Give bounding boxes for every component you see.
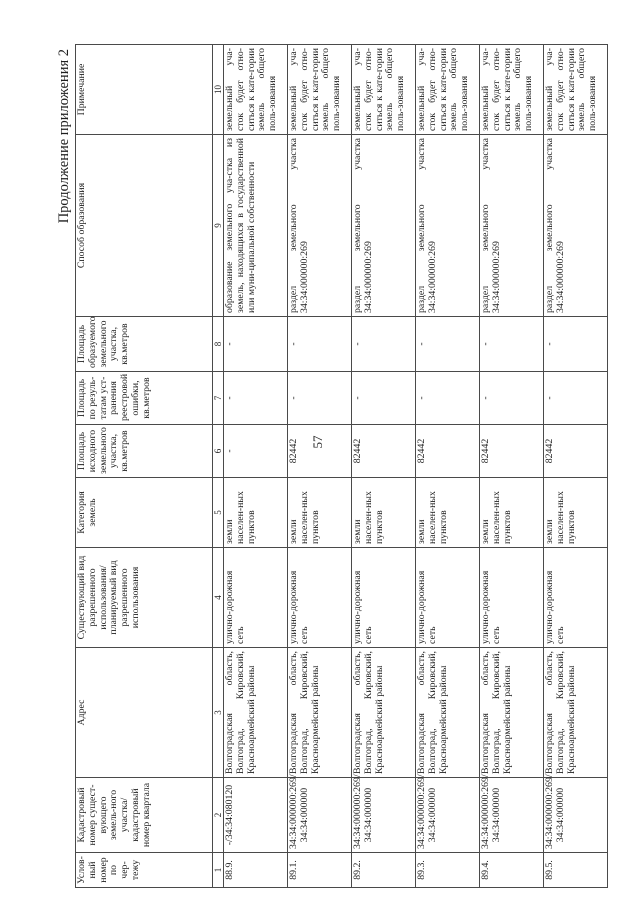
column-header: Кадастровый номер сущест-вующего земель-ного участка/ кадастровый номер квартала: [76, 778, 213, 853]
cell-area-source: 82442: [416, 425, 480, 478]
cell-area-source: 82442: [288, 425, 352, 478]
column-number: 4: [213, 548, 224, 648]
cell-address: Волгоградская область, Волгоград, Кировский, Красноармейский районы: [544, 648, 608, 778]
table-row: [224, 45, 288, 888]
cell-note: земельный уча-сток будет отно-ситься к кате-гории земель общего поль-зования: [480, 45, 544, 135]
cell-number: 88.9.: [224, 853, 288, 888]
cell-area-source: 82442: [544, 425, 608, 478]
land-plots-table: [75, 44, 608, 888]
cell-address: Волгоградская область, Волгоград, Кировский, Красноармейский районы: [352, 648, 416, 778]
cell-number: 89.4.: [480, 853, 544, 888]
cell-category: земли населен-ных пунктов: [480, 478, 544, 548]
page-number: 57: [310, 435, 325, 449]
landscape-sheet: [56, 45, 599, 888]
cell-method: раздел земельного участка 34:34:000000:269: [544, 135, 608, 317]
cell-number: 89.3.: [416, 853, 480, 888]
cell-cadastral: 34:34:000000:269/ 34:34:000000: [288, 778, 352, 853]
cell-use: улично-дорожная сеть: [224, 548, 288, 648]
table-header-row: [76, 45, 213, 888]
column-header: Площадь образуемого земельного участка, кв.метров: [76, 317, 213, 372]
column-header: Примечание: [76, 45, 213, 135]
cell-number: 89.5.: [544, 853, 608, 888]
cell-cadastral: 34:34:000000:269/ 34:34:000000: [416, 778, 480, 853]
cell-note: земельный уча-сток будет отно-ситься к кате-гории земель общего поль-зования: [416, 45, 480, 135]
cell-method: образование земельного уча-стка из земель, находящихся в государственной или муни-ципальной собственности: [224, 135, 288, 317]
column-header: Площадь исходного земельного участка, кв.метров: [76, 425, 213, 478]
cell-area-fixed: -: [288, 372, 352, 425]
column-number: 6: [213, 425, 224, 478]
cell-category: земли населен-ных пунктов: [288, 478, 352, 548]
cell-use: улично-дорожная сеть: [288, 548, 352, 648]
cell-area-new: -: [288, 317, 352, 372]
cell-address: Волгоградская область, Волгоград, Кировский, Красноармейский районы: [480, 648, 544, 778]
column-number: 8: [213, 317, 224, 372]
column-number: 2: [213, 778, 224, 853]
cell-cadastral: 34:34:000000:269/ 34:34:000000: [352, 778, 416, 853]
cell-area-new: -: [224, 317, 288, 372]
column-header: Услов-ный номер по чер-тежу: [76, 853, 213, 888]
cell-use: улично-дорожная сеть: [480, 548, 544, 648]
table-row: [288, 45, 352, 888]
column-header: Существующий вид разрешенного использования/ планируемый вид разрешенного использования: [76, 548, 213, 648]
cell-number: 89.2.: [352, 853, 416, 888]
cell-note: земельный уча-сток будет отно-ситься к кате-гории земель общего поль-зования: [224, 45, 288, 135]
column-number-row: [213, 45, 224, 888]
cell-cadastral: -/34:34:080120: [224, 778, 288, 853]
column-number: 3: [213, 648, 224, 778]
cell-use: улично-дорожная сеть: [544, 548, 608, 648]
cell-use: улично-дорожная сеть: [416, 548, 480, 648]
cell-area-fixed: -: [544, 372, 608, 425]
cell-number: 89.1.: [288, 853, 352, 888]
cell-area-fixed: -: [480, 372, 544, 425]
cell-area-source: 82442: [352, 425, 416, 478]
cell-address: Волгоградская область, Волгоград, Кировский, Красноармейский районы: [224, 648, 288, 778]
cell-category: земли населен-ных пунктов: [544, 478, 608, 548]
cell-area-new: -: [544, 317, 608, 372]
appendix-title: Продолжение приложения 2: [56, 49, 72, 224]
cell-use: улично-дорожная сеть: [352, 548, 416, 648]
table-row: [416, 45, 480, 888]
column-number: 7: [213, 372, 224, 425]
cell-note: земельный уча-сток будет отно-ситься к кате-гории земель общего поль-зования: [544, 45, 608, 135]
cell-method: раздел земельного участка 34:34:000000:269: [352, 135, 416, 317]
cell-address: Волгоградская область, Волгоград, Кировский, Красноармейский районы: [288, 648, 352, 778]
table-row: [480, 45, 544, 888]
cell-category: земли населен-ных пунктов: [352, 478, 416, 548]
column-header: Категория земель: [76, 478, 213, 548]
cell-note: земельный уча-сток будет отно-ситься к кате-гории земель общего поль-зования: [352, 45, 416, 135]
column-number: 9: [213, 135, 224, 317]
cell-cadastral: 34:34:000000:269/ 34:34:000000: [480, 778, 544, 853]
cell-area-new: -: [416, 317, 480, 372]
cell-area-fixed: -: [416, 372, 480, 425]
cell-method: раздел земельного участка 34:34:000000:269: [288, 135, 352, 317]
cell-area-source: -: [224, 425, 288, 478]
column-header: Площадь по резуль-татам уст-ранения реестровой ошибки, кв.метров: [76, 372, 213, 425]
cell-area-new: -: [352, 317, 416, 372]
column-header: Адрес: [76, 648, 213, 778]
cell-address: Волгоградская область, Волгоград, Кировский, Красноармейский районы: [416, 648, 480, 778]
column-number: 1: [213, 853, 224, 888]
cell-area-source: 82442: [480, 425, 544, 478]
cell-category: земли населен-ных пунктов: [416, 478, 480, 548]
column-number: 10: [213, 45, 224, 135]
column-number: 5: [213, 478, 224, 548]
cell-area-fixed: -: [352, 372, 416, 425]
cell-category: земли населен-ных пунктов: [224, 478, 288, 548]
cell-area-new: -: [480, 317, 544, 372]
cell-note: земельный уча-сток будет отно-ситься к кате-гории земель общего поль-зования: [288, 45, 352, 135]
table-row: [352, 45, 416, 888]
cell-method: раздел земельного участка 34:34:000000:269: [416, 135, 480, 317]
cell-cadastral: 34:34:000000:269/ 34:34:000000: [544, 778, 608, 853]
cell-method: раздел земельного участка 34:34:000000:269: [480, 135, 544, 317]
cell-area-fixed: -: [224, 372, 288, 425]
table-row: [544, 45, 608, 888]
column-header: Способ образования: [76, 135, 213, 317]
